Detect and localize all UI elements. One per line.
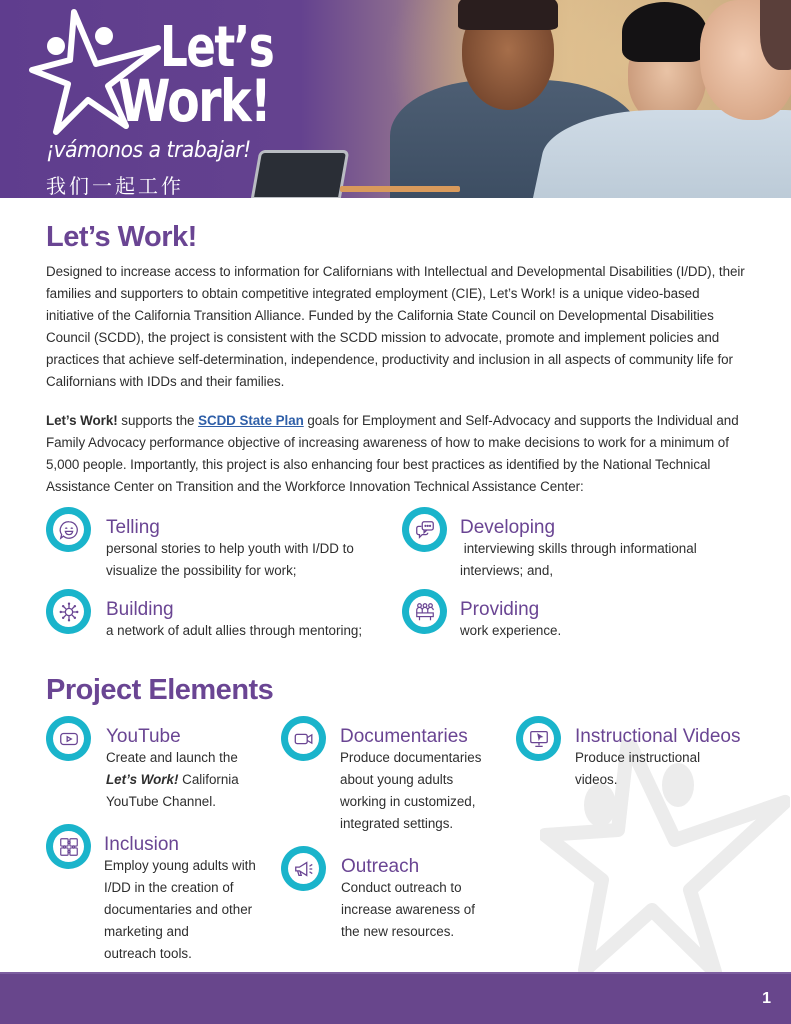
icon-circle	[516, 716, 561, 761]
practice-desc-line1: interviewing skills through informational	[460, 541, 697, 556]
practice-desc-line1: personal stories to help youth with I/DD to	[106, 541, 354, 556]
element-desc-line: outreach tools.	[104, 946, 192, 961]
practice-desc-line2: visualize the possibility for work;	[106, 563, 297, 578]
element-title: Instructional Videos	[575, 726, 741, 747]
text-after-link: goals for Employment and Self-Advocacy and supports the Individual and Family Advocacy performance objective of increasing awareness of how to make decisions to work for a minimum of 5,000 people. Importantly, this project is also enhancing four best practices as identified by the National Technical Assistance Center on Transition and the Workforce Innovation Technical Assistance Center:	[46, 413, 739, 494]
element-desc-line: YouTube Channel.	[106, 794, 216, 809]
element-desc-line: increase awareness of	[341, 902, 475, 917]
logo-spanish-tagline: ¡vámonos a trabajar!	[46, 138, 251, 163]
lets-work-italic: Let’s Work!	[106, 772, 179, 787]
chat-bubbles-icon	[414, 519, 436, 541]
icon-circle	[281, 716, 326, 761]
practice-desc-line2: interviews; and,	[460, 563, 554, 578]
element-title: Inclusion	[104, 834, 179, 855]
lets-work-logo	[26, 8, 274, 198]
icon-circle	[46, 589, 91, 634]
element-desc-line	[106, 769, 239, 791]
network-hub-icon	[58, 601, 80, 623]
element-title: YouTube	[106, 726, 181, 747]
photo-person-2-hair	[622, 2, 707, 62]
practice-title: Providing	[460, 599, 540, 620]
practice-title: Building	[106, 599, 174, 620]
desc-text: California	[178, 772, 239, 787]
icon-circle	[46, 507, 91, 552]
intro-paragraph-2	[46, 410, 746, 498]
element-desc-line: documentaries and other	[104, 902, 253, 917]
icon-circle	[46, 824, 91, 869]
icon-circle	[402, 507, 447, 552]
header-banner	[0, 0, 791, 198]
element-desc-line: the new resources.	[341, 924, 455, 939]
practice-desc-line1: work experience.	[460, 623, 562, 638]
logo-lets-text: Let’s	[160, 15, 274, 80]
icon-circle	[402, 589, 447, 634]
page-title: Let’s Work!	[46, 221, 197, 253]
bold-lead: Let’s Work!	[46, 413, 118, 428]
page-footer	[0, 972, 791, 1024]
element-desc-line: Create and launch the	[106, 750, 238, 765]
element-desc-line: videos.	[575, 772, 618, 787]
element-desc-line: Produce documentaries	[340, 750, 482, 765]
element-desc-line: marketing and	[104, 924, 189, 939]
element-desc-line: working in customized,	[340, 794, 476, 809]
monitor-cursor-icon	[528, 728, 550, 750]
practice-desc-line1: a network of adult allies through mentoring;	[106, 623, 363, 638]
play-button-icon	[58, 728, 80, 750]
element-desc-line: integrated settings.	[340, 816, 454, 831]
element-title: Documentaries	[340, 726, 468, 747]
icon-circle	[46, 716, 91, 761]
element-desc-line: Conduct outreach to	[341, 880, 462, 895]
smiley-speech-bubble-icon	[58, 519, 80, 541]
megaphone-icon	[293, 858, 315, 880]
team-meeting-icon	[414, 601, 436, 623]
intro-paragraph-1: Designed to increase access to information for Californians with Intellectual and Developmental Disabilities (I/DD), their families and supporters to obtain competitive integrated employment (CIE), Let’s Work! is a unique video-based initiative of the California Transition Alliance. Funded by the California State Council on Developmental Disabilities Council (SCDD), the project is consistent with the SCDD mission to advocate, promote and implement policies and practices that achieve self-determination, independence, productivity and inclusion in all aspects of community life for Californians with IDDs and their families.	[46, 264, 745, 389]
intro-section	[46, 220, 746, 498]
element-desc-line: Produce instructional	[575, 750, 701, 765]
project-elements-title: Project Elements	[46, 674, 274, 706]
element-desc-line: I/DD in the creation of	[104, 880, 234, 895]
logo-work-text: Work!	[118, 67, 271, 135]
photo-person-1-hair	[458, 0, 558, 30]
page-number: 1	[762, 990, 771, 1007]
video-camera-icon	[293, 728, 315, 750]
text-before-link: supports the	[117, 413, 199, 428]
practice-title: Telling	[106, 517, 160, 538]
scdd-state-plan-link[interactable]: SCDD State Plan	[198, 413, 304, 428]
puzzle-pieces-icon	[58, 836, 80, 858]
element-desc-line: Employ young adults with	[104, 858, 256, 873]
icon-circle	[281, 846, 326, 891]
element-desc-line: about young adults	[340, 772, 454, 787]
practice-title: Developing	[460, 517, 556, 538]
photo-ruler	[340, 186, 460, 192]
element-title: Outreach	[341, 856, 420, 877]
logo-chinese-tagline: 我们一起工作	[46, 174, 184, 198]
photo-laptop	[251, 150, 350, 198]
